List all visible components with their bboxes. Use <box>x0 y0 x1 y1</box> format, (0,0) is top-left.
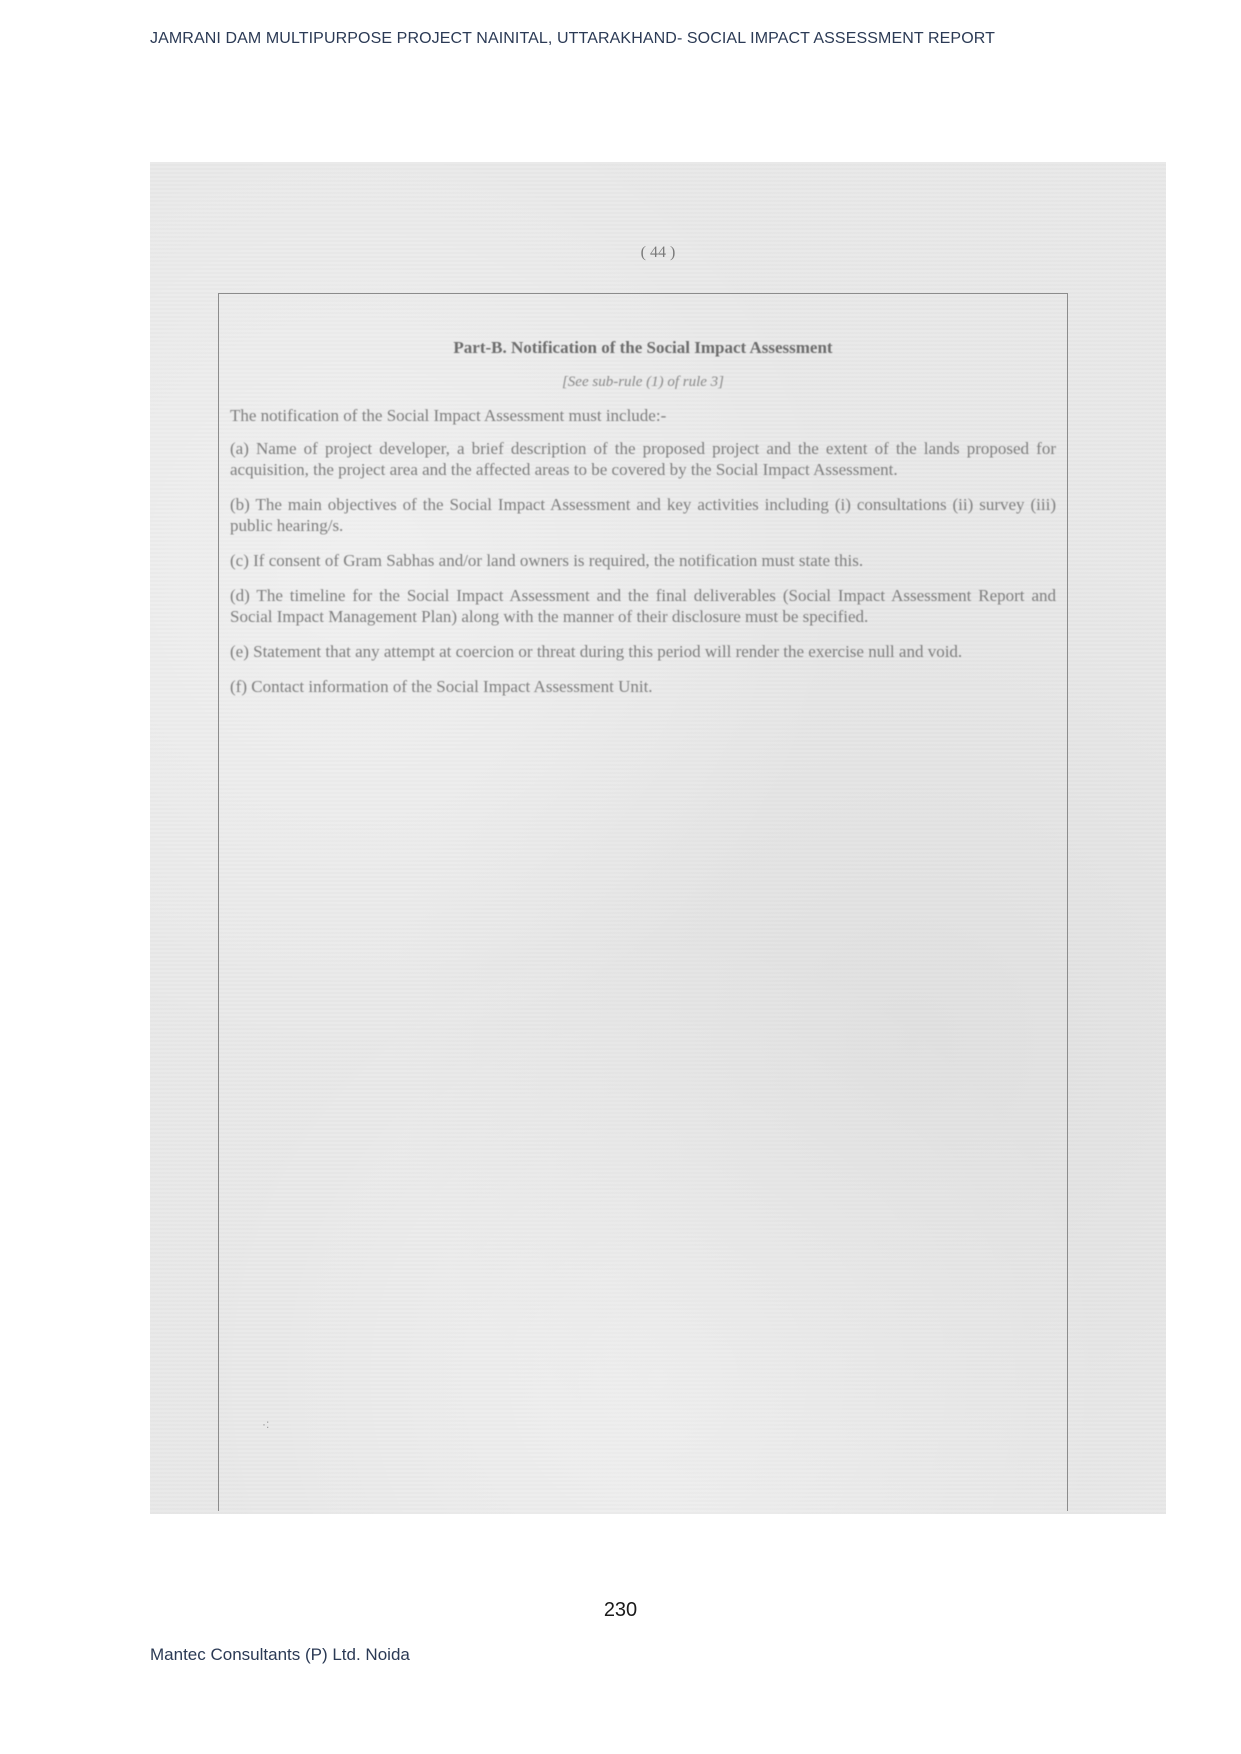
notification-subtitle: [See sub-rule (1) of rule 3] <box>561 374 725 390</box>
running-header: JAMRANI DAM MULTIPURPOSE PROJECT NAINITAL, UTTARAKHAND- SOCIAL IMPACT ASSESSMENT REPORT <box>150 30 995 47</box>
notification-item-a: (a) Name of project developer, a brief description of the proposed project and the extent of the lands proposed for acquisition, the project area and the affected areas to be covered by the Social Impact Assessment. <box>230 439 1056 479</box>
notification-item-d: (d) The timeline for the Social Impact Assessment and the final deliverables (Social Impact Assessment Report and Social Impact Management Plan) along with the manner of their disclosure must be specified. <box>230 586 1056 626</box>
notification-title: Part-B. Notification of the Social Impact Assessment <box>453 338 833 357</box>
scanned-page-content <box>230 337 1056 711</box>
notification-item-b: (b) The main objectives of the Social Impact Assessment and key activities including (i) consultations (ii) survey (iii) public hearing/s. <box>230 495 1056 535</box>
page-number: 230 <box>603 1599 638 1621</box>
notification-item-f: (f) Contact information of the Social Impact Assessment Unit. <box>230 677 653 696</box>
notification-item-c: (c) If consent of Gram Sabhas and/or land owners is required, the notification must state this. <box>230 551 864 570</box>
scan-speck: ·: <box>262 1417 270 1431</box>
notification-intro: The notification of the Social Impact Assessment must include:- <box>230 406 667 425</box>
scanned-page-image <box>150 162 1166 1514</box>
running-footer: Mantec Consultants (P) Ltd. Noida <box>150 1645 410 1664</box>
notification-item-e: (e) Statement that any attempt at coercion or threat during this period will render the exercise null and void. <box>230 642 963 661</box>
scanned-page-label: ( 44 ) <box>640 244 676 261</box>
